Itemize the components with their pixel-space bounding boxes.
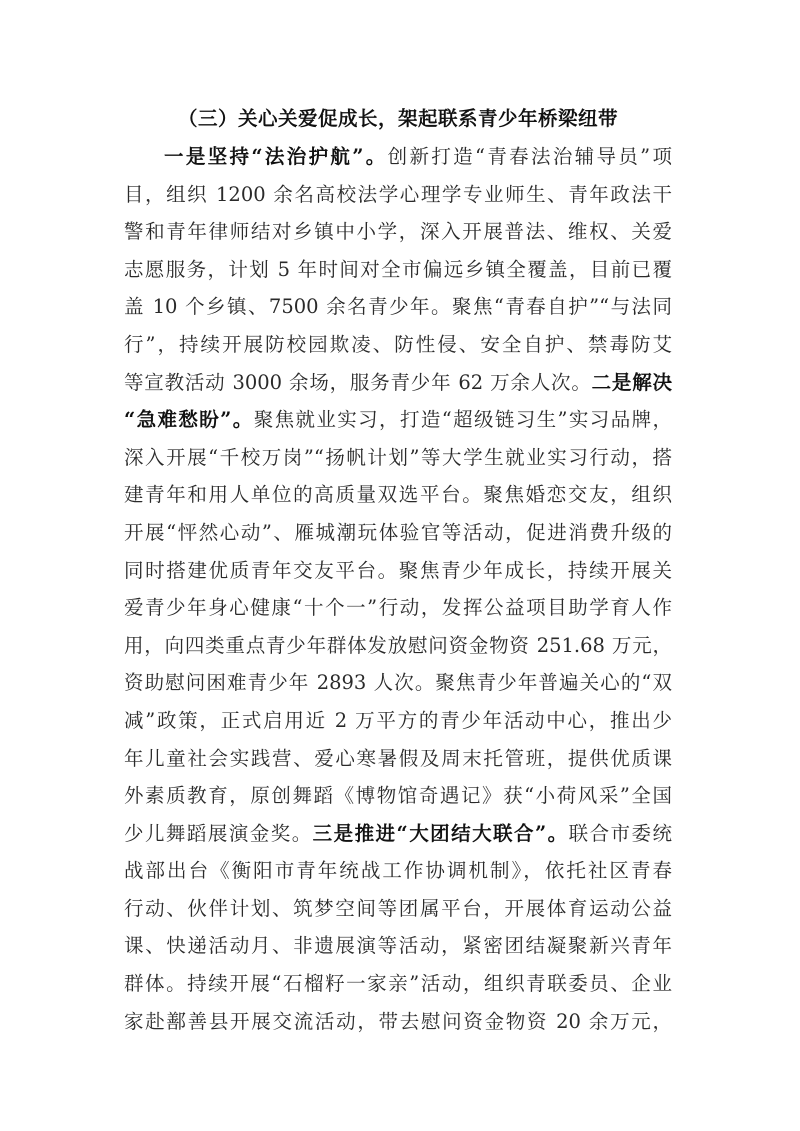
text-line <box>124 476 672 514</box>
text-run: 建青年和用人单位的高质量双选平台。聚焦婚恋交友，组织 <box>124 483 672 507</box>
text-run: 爱青少年身心健康“十个一”行动，发挥公益项目助学育人作 <box>124 596 672 620</box>
text-run: 行动、伙伴计划、筑梦空间等团属平台，开展体育运动公益 <box>124 896 672 920</box>
section-heading: （三）关心关爱促成长，架起联系青少年桥梁纽带 <box>177 107 618 130</box>
text-line <box>124 514 672 552</box>
text-line <box>124 176 672 214</box>
body-paragraph <box>124 138 672 1040</box>
text-run: 家赴鄯善县开展交流活动，带去慰问资金物资 20 余万元， <box>124 1009 672 1033</box>
text-line <box>124 326 672 364</box>
text-run: 少儿舞蹈展演金奖。 <box>124 821 313 845</box>
text-line <box>124 552 672 590</box>
text-run: 资助慰问困难青少年 2893 人次。聚焦青少年普遍关心的“双 <box>124 671 672 695</box>
text-run: 创新打造“青春法治辅导员”项 <box>387 145 672 168</box>
bold-lead-phrase: 一是坚持“法治护航”。 <box>164 145 388 168</box>
text-line <box>124 702 672 740</box>
text-line <box>124 777 672 815</box>
bold-lead-phrase: “急难愁盼”。 <box>124 408 254 432</box>
text-line <box>124 965 672 1003</box>
text-run: 志愿服务，计划 5 年时间对全市偏远乡镇全覆盖，目前已覆 <box>124 257 672 281</box>
text-line <box>124 138 672 176</box>
text-line <box>124 627 672 665</box>
text-run: 同时搭建优质青年交友平台。聚焦青少年成长，持续开展关 <box>124 558 672 582</box>
text-run: 减”政策，正式启用近 2 万平方的青少年活动中心，推出少 <box>124 708 672 732</box>
text-line <box>124 213 672 251</box>
text-line <box>124 852 672 890</box>
text-line <box>124 927 672 965</box>
bold-lead-phrase: 三是推进“大团结大联合”。 <box>312 821 569 845</box>
text-line <box>124 439 672 477</box>
text-line <box>124 664 672 702</box>
text-run: 外素质教育，原创舞蹈《博物馆奇遇记》获“小荷风采”全国 <box>124 784 672 808</box>
text-run: 等宣教活动 3000 余场，服务青少年 62 万余人次。 <box>124 370 592 394</box>
text-line <box>124 1003 672 1041</box>
text-line <box>124 288 672 326</box>
text-run: 群体。持续开展“石榴籽一家亲”活动，组织青联委员、企业 <box>124 972 672 996</box>
text-line <box>124 251 672 289</box>
text-run: 年儿童社会实践营、爱心寒暑假及周末托管班，提供优质课 <box>124 746 672 770</box>
document-page <box>124 100 672 1040</box>
text-run: 警和青年律师结对乡镇中小学，深入开展普法、维权、关爱 <box>124 220 672 244</box>
text-run: 联合市委统 <box>568 821 672 845</box>
text-run: 课、快递活动月、非遗展演等活动，紧密团结凝聚新兴青年 <box>124 934 672 958</box>
text-line <box>124 364 672 402</box>
text-run: 行”，持续开展防校园欺凌、防性侵、安全自护、禁毒防艾 <box>124 332 672 356</box>
text-run: 聚焦就业实习，打造“超级链习生”实习品牌， <box>253 408 672 432</box>
text-line <box>124 589 672 627</box>
text-run: 深入开展“千校万岗”“扬帆计划”等大学生就业实习行动，搭 <box>124 445 672 469</box>
text-run: 盖 10 个乡镇、7500 余名青少年。聚焦“青春自护”“与法同 <box>124 295 672 319</box>
text-run: 目，组织 1200 余名高校法学心理学专业师生、青年政法干 <box>124 182 672 206</box>
text-line <box>124 740 672 778</box>
text-run: 开展“怦然心动”、雁城潮玩体验官等活动，促进消费升级的 <box>124 520 672 544</box>
bold-lead-phrase: 二是解决 <box>591 370 672 394</box>
text-run: 用，向四类重点青少年群体发放慰问资金物资 251.68 万元， <box>124 633 672 657</box>
text-line <box>124 815 672 853</box>
text-line <box>124 401 672 439</box>
text-line <box>124 890 672 928</box>
text-run: 战部出台《衡阳市青年统战工作协调机制》，依托社区青春 <box>124 859 672 883</box>
